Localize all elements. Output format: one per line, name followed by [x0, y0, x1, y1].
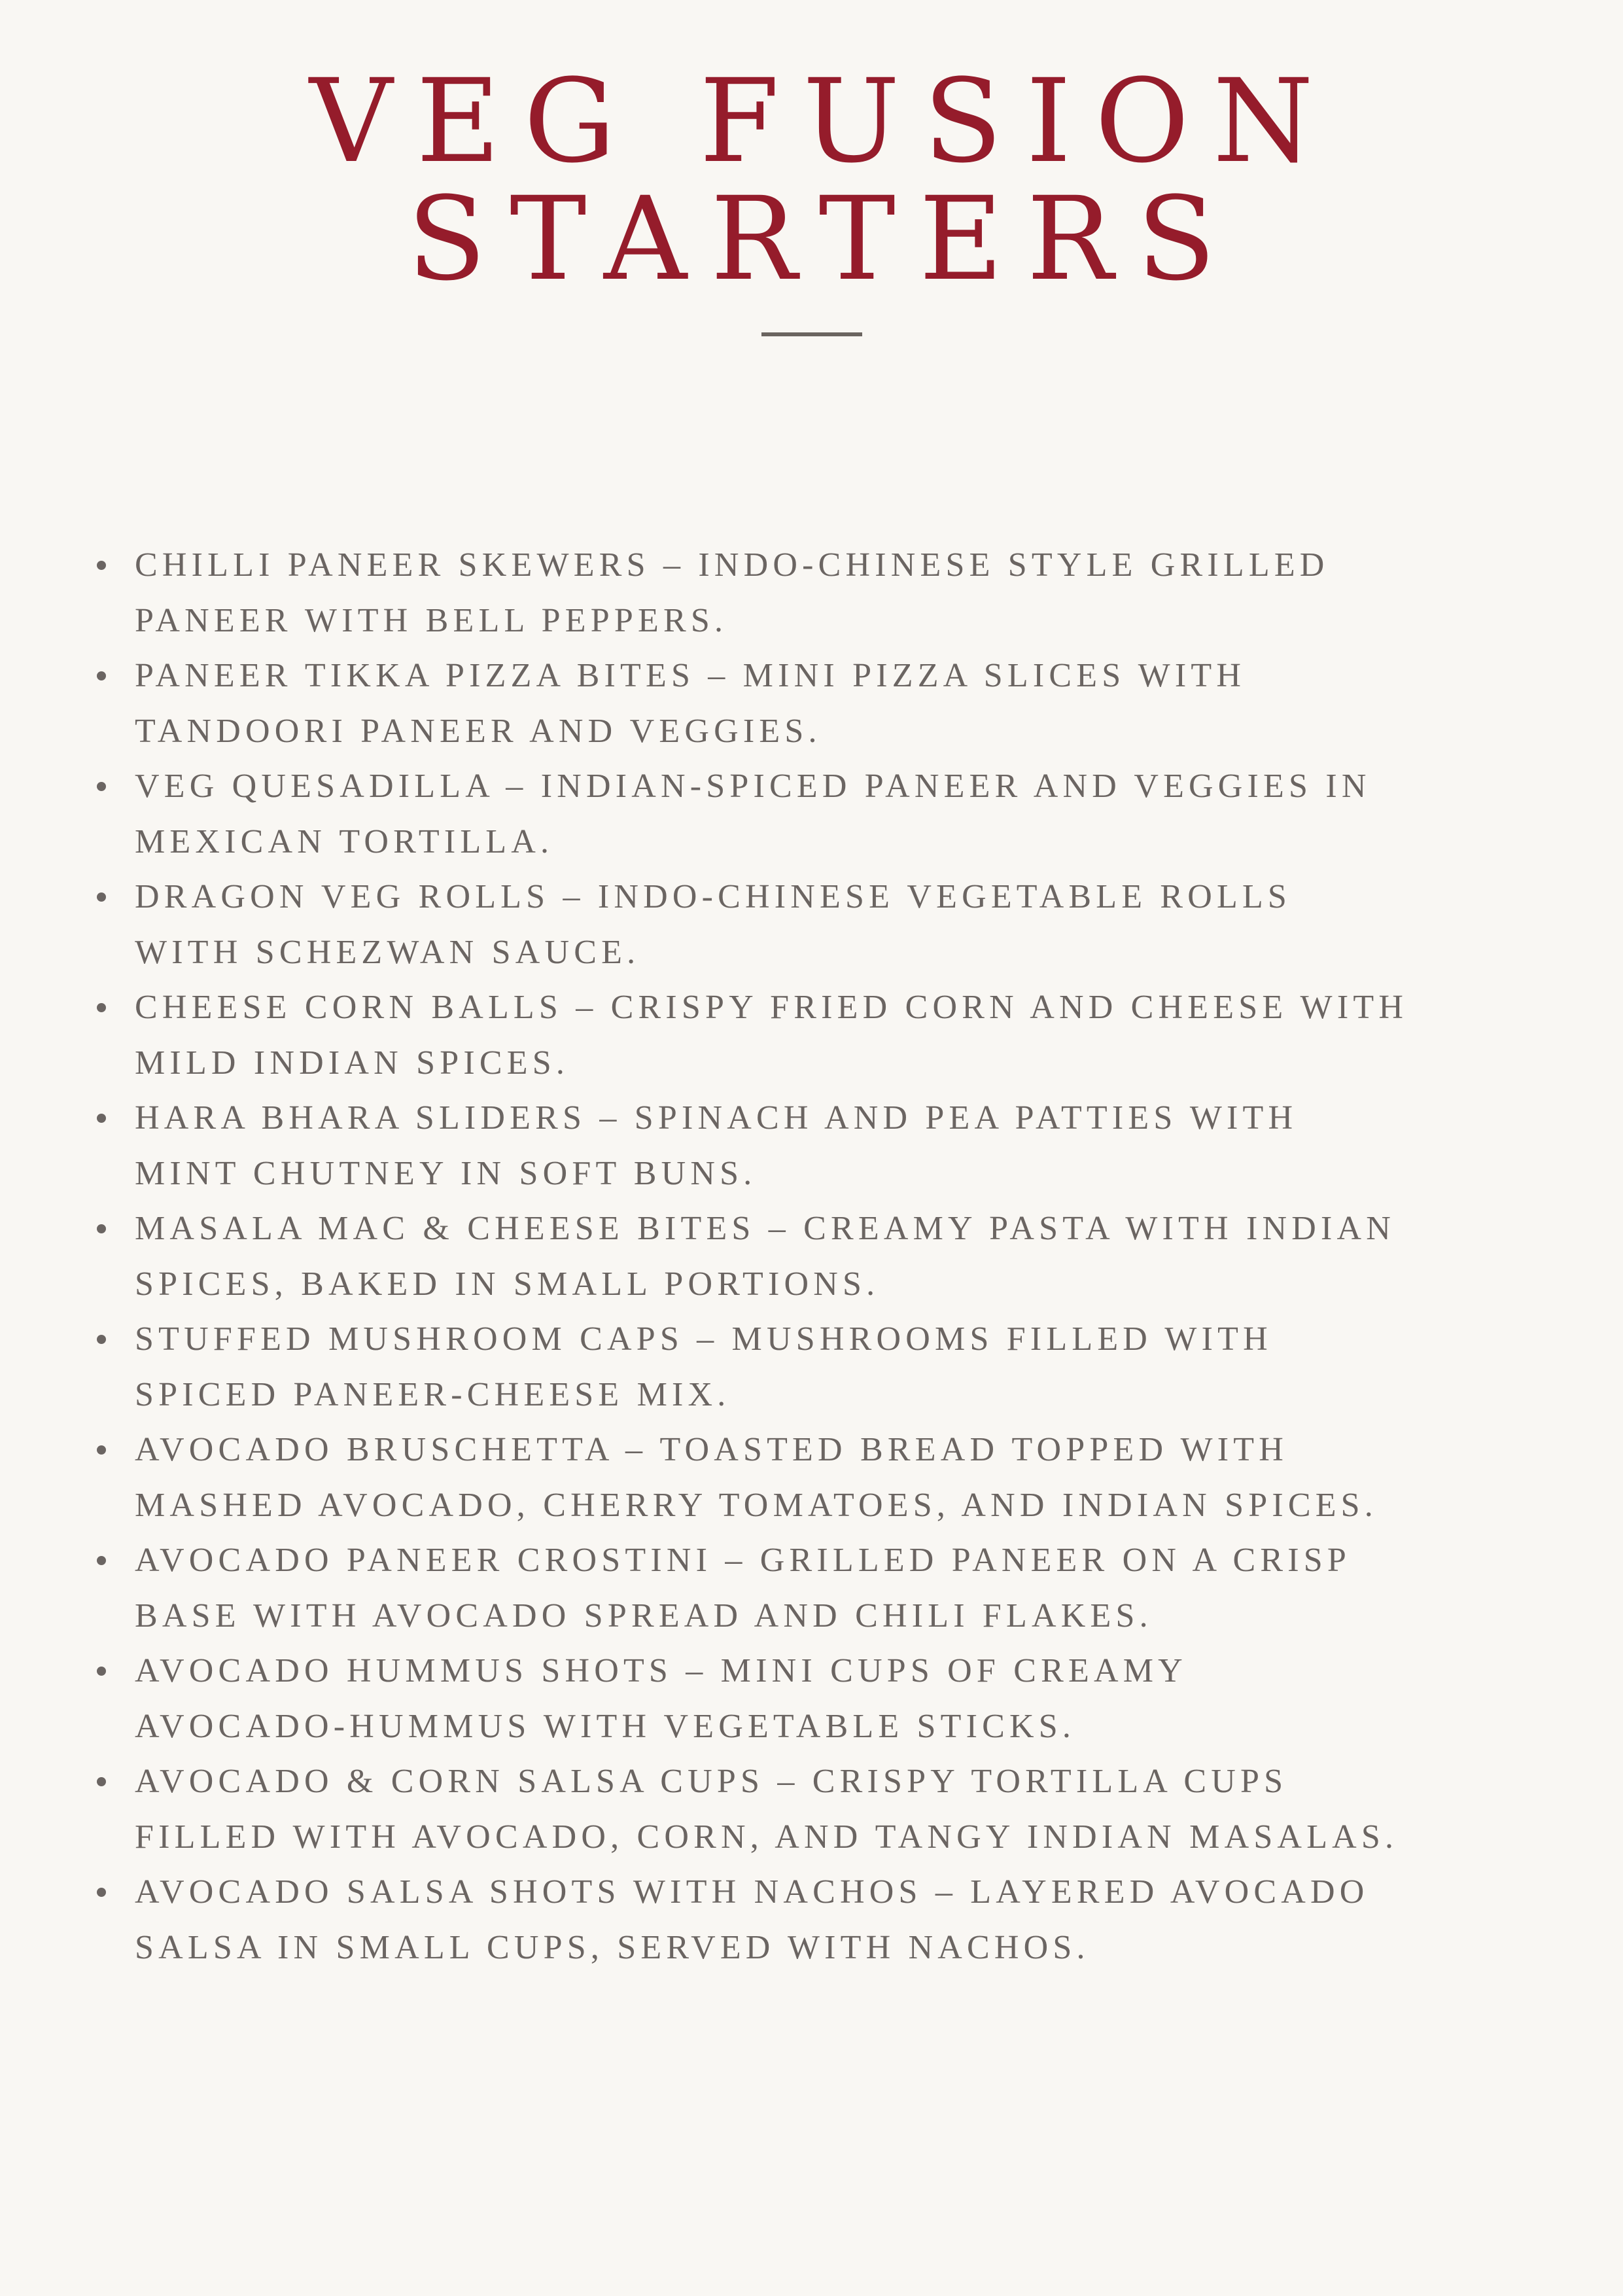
item-line-2: WITH SCHEZWAN SAUCE. [135, 933, 640, 971]
list-item [92, 1754, 1570, 1865]
item-line-2: PANEER WITH BELL PEPPERS. [135, 601, 728, 639]
list-item [92, 870, 1570, 980]
bullet-icon [97, 1335, 106, 1344]
menu-title-line-2: STARTERS [407, 172, 1240, 306]
item-line-1: AVOCADO PANEER CROSTINI – GRILLED PANEER ON A CRISP [135, 1542, 1352, 1579]
list-item [92, 648, 1570, 759]
bullet-icon [97, 1667, 106, 1676]
bullet-icon [97, 1445, 106, 1455]
item-line-2: SALSA IN SMALL CUPS, SERVED WITH NACHOS. [135, 1928, 1090, 1966]
menu-title-line-1: VEG FUSION [309, 54, 1337, 188]
item-line-1: HARA BHARA SLIDERS – SPINACH AND PEA PATTIES WITH [135, 1099, 1298, 1137]
item-line-1: CHEESE CORN BALLS – CRISPY FRIED CORN AND CHEESE WITH [135, 989, 1408, 1026]
item-line-2: SPICED PANEER-CHEESE MIX. [135, 1375, 731, 1413]
item-line-2: MINT CHUTNEY IN SOFT BUNS. [135, 1154, 757, 1192]
item-line-1: MASALA MAC & CHEESE BITES – CREAMY PASTA WITH INDIAN [135, 1210, 1395, 1247]
bullet-icon [97, 782, 106, 791]
item-line-2: AVOCADO-HUMMUS WITH VEGETABLE STICKS. [135, 1707, 1076, 1745]
menu-title [0, 54, 1623, 306]
item-line-2: MILD INDIAN SPICES. [135, 1044, 570, 1082]
starter-list [92, 538, 1570, 1975]
item-line-1: DRAGON VEG ROLLS – INDO-CHINESE VEGETABLE ROLLS [135, 878, 1292, 915]
bullet-icon [97, 1556, 106, 1565]
list-item [92, 1091, 1570, 1201]
list-item [92, 1312, 1570, 1422]
item-line-1: AVOCADO BRUSCHETTA – TOASTED BREAD TOPPED WITH [135, 1431, 1288, 1468]
bullet-icon [97, 1224, 106, 1233]
list-item [92, 1422, 1570, 1533]
list-item [92, 1201, 1570, 1312]
title-divider [761, 332, 862, 336]
item-line-2: BASE WITH AVOCADO SPREAD AND CHILI FLAKES. [135, 1597, 1153, 1634]
item-line-2: MEXICAN TORTILLA. [135, 822, 554, 860]
list-item [92, 980, 1570, 1091]
item-line-1: AVOCADO SALSA SHOTS WITH NACHOS – LAYERED AVOCADO [135, 1873, 1369, 1911]
bullet-icon [97, 1003, 106, 1012]
item-line-1: VEG QUESADILLA – INDIAN-SPICED PANEER AND VEGGIES IN [135, 768, 1371, 805]
item-line-2: FILLED WITH AVOCADO, CORN, AND TANGY INDIAN MASALAS. [135, 1818, 1399, 1856]
item-line-1: AVOCADO HUMMUS SHOTS – MINI CUPS OF CREAMY [135, 1652, 1187, 1689]
item-line-2: TANDOORI PANEER AND VEGGIES. [135, 712, 822, 750]
list-item [92, 1865, 1570, 1975]
list-item [92, 538, 1570, 648]
bullet-icon [97, 1777, 106, 1786]
bullet-icon [97, 892, 106, 902]
item-line-1: STUFFED MUSHROOM CAPS – MUSHROOMS FILLED WITH [135, 1320, 1272, 1358]
list-item [92, 1644, 1570, 1754]
item-line-1: AVOCADO & CORN SALSA CUPS – CRISPY TORTILLA CUPS [135, 1763, 1288, 1800]
item-line-2: SPICES, BAKED IN SMALL PORTIONS. [135, 1265, 880, 1303]
list-item [92, 1533, 1570, 1644]
bullet-icon [97, 671, 106, 680]
bullet-icon [97, 1114, 106, 1123]
bullet-icon [97, 1888, 106, 1897]
bullet-icon [97, 561, 106, 570]
item-line-1: PANEER TIKKA PIZZA BITES – MINI PIZZA SLICES WITH [135, 657, 1246, 694]
list-item [92, 759, 1570, 870]
item-line-2: MASHED AVOCADO, CHERRY TOMATOES, AND INDIAN SPICES. [135, 1486, 1378, 1524]
item-line-1: CHILLI PANEER SKEWERS – INDO-CHINESE STYLE GRILLED [135, 546, 1329, 584]
